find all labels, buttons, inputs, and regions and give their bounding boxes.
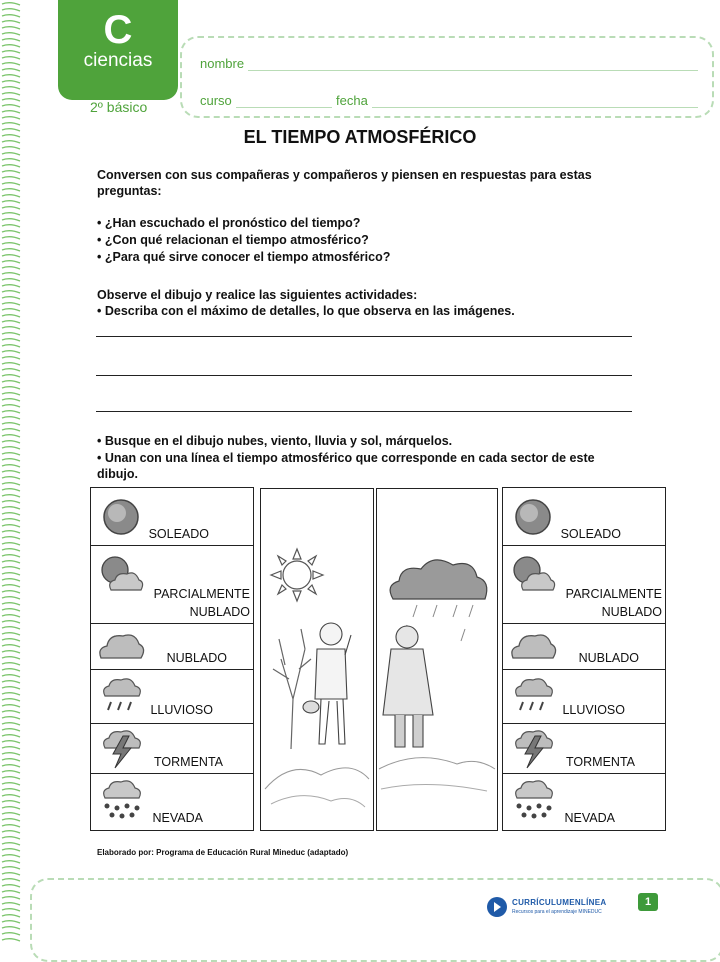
activity-bullet-2: • Busque en el dibujo nubes, viento, lluvia y sol, márquelos. [97,434,453,448]
weather-row-nevada[interactable] [91,774,253,830]
storm-icon [97,728,145,770]
weather-label: LLUVIOSO [150,703,213,717]
subject-name: ciencias [83,50,153,71]
weather-label: LLUVIOSO [562,703,625,717]
weather-label: NUBLADO [189,605,250,619]
weather-row-parcialmente-nublado[interactable] [503,546,665,624]
answer-line-3[interactable] [96,411,632,412]
weather-row-parcialmente-nublado[interactable] [91,546,253,624]
weather-label: TORMENTA [154,755,223,769]
weather-row-tormenta[interactable] [503,724,665,774]
weather-column-right [502,487,666,831]
activity-bullet-1: • Describa con el máximo de detalles, lo que observa en las imágenes. [97,304,515,318]
weather-label: SOLEADO [148,527,209,541]
sun-drawing [271,549,323,601]
sun-icon [97,496,145,538]
snow-icon [97,778,145,820]
weather-label: NEVADA [564,811,615,825]
rainy-scene-illustration [377,489,497,830]
bare-tree [273,629,311,749]
illustration-panel-rainy [376,488,498,831]
name-field[interactable] [248,70,698,71]
weather-label: NEVADA [152,811,203,825]
rain-icon [97,674,145,716]
weather-label: PARCIALMENTE [153,587,250,601]
footer-frame [30,878,720,962]
question-1: • ¿Han escuchado el pronóstico del tiempo? [97,216,361,230]
weather-row-nevada[interactable] [503,774,665,830]
weather-label: NUBLADO [166,651,227,665]
rain-icon [509,674,557,716]
name-label: nombre [200,56,245,71]
activity-bullet-3-cont: dibujo. [97,467,138,481]
child-figure [303,623,351,744]
weather-row-lluvioso[interactable] [91,670,253,724]
weather-label: TORMENTA [566,755,635,769]
sunny-scene-illustration [261,489,373,830]
date-label: fecha [336,93,368,108]
answer-line-1[interactable] [96,336,632,337]
intro-line-2: preguntas: [97,184,162,198]
activity-bullet-3: • Unan con una línea el tiempo atmosférico que corresponde en cada sector de este [97,451,595,465]
answer-line-2[interactable] [96,375,632,376]
course-label: curso [200,93,232,108]
cloud-icon [97,626,145,668]
intro-line-1: Conversen con sus compañeras y compañeros y piensen en respuestas para estas [97,168,592,182]
weather-row-tormenta[interactable] [91,724,253,774]
weather-column-left [90,487,254,831]
weather-row-lluvioso[interactable] [503,670,665,724]
storm-icon [509,728,557,770]
question-2: • ¿Con qué relacionan el tiempo atmosférico? [97,233,369,247]
grade-label: 2º básico [90,99,148,115]
partly-cloudy-icon [509,554,557,596]
weather-row-soleado[interactable] [91,488,253,546]
rain-cloud-drawing [390,560,487,599]
illustration-panel-sunny [260,488,374,831]
weather-row-nublado[interactable] [91,624,253,670]
cloud-icon [509,626,557,668]
course-field[interactable] [236,107,332,108]
logo-arrow-icon [486,896,508,918]
sun-icon [509,496,557,538]
question-3: • ¿Para qué sirve conocer el tiempo atmosférico? [97,250,391,264]
date-field[interactable] [372,107,698,108]
partly-cloudy-icon [97,554,145,596]
page-title: EL TIEMPO ATMOSFÉRICO [243,127,477,147]
credit-text: Elaborado por: Programa de Educación Rural Mineduc (adaptado) [97,848,349,857]
curriculum-logo [486,894,616,920]
weather-label: SOLEADO [560,527,621,541]
subject-letter: C [103,8,133,52]
weather-row-nublado[interactable] [503,624,665,670]
weather-label: NUBLADO [578,651,639,665]
logo-subtitle: Recursos para el aprendizaje MINEDUC [512,909,602,915]
page-number: 1 [638,893,658,911]
weather-row-soleado[interactable] [503,488,665,546]
logo-text: CURRÍCULUMENLÍNEA [512,898,607,907]
header-frame [180,36,714,118]
snow-icon [509,778,557,820]
child-raincoat-figure [383,626,433,747]
weather-label: NUBLADO [601,605,662,619]
subject-tab [58,0,178,100]
weather-label: PARCIALMENTE [565,587,662,601]
activity-heading: Observe el dibujo y realice las siguientes actividades: [97,288,418,302]
